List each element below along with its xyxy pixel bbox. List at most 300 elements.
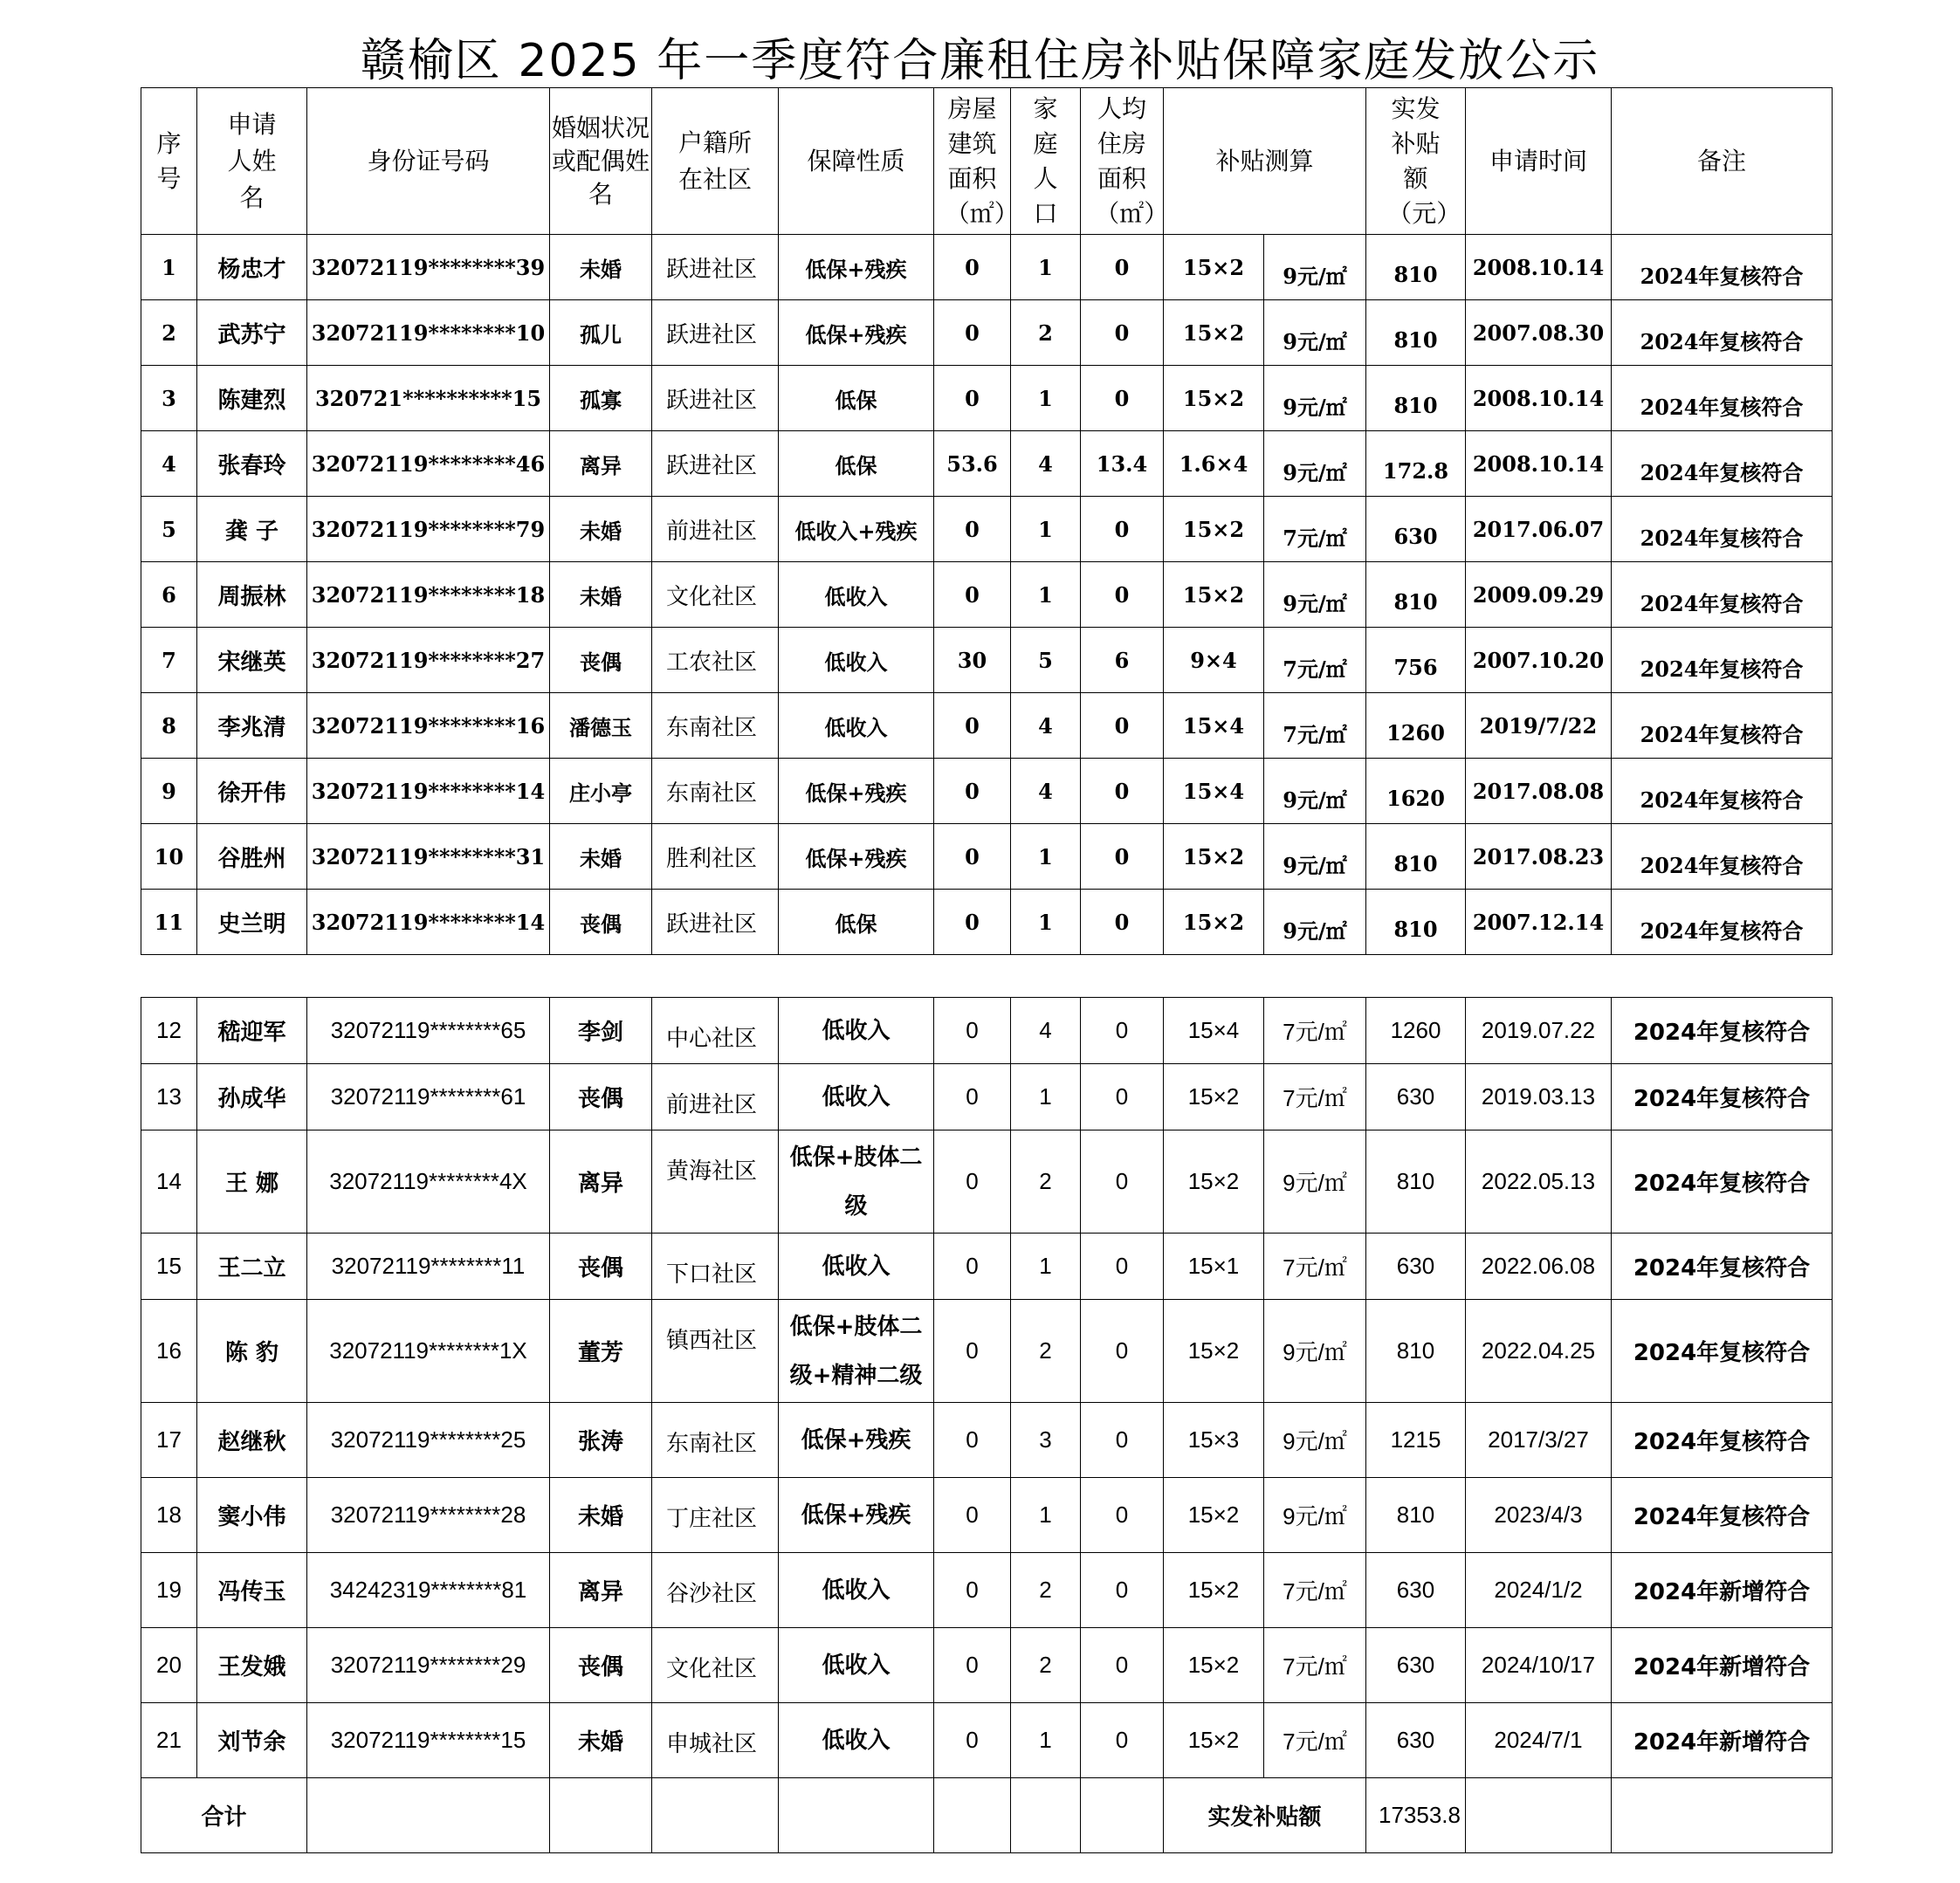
total-amount: 17353.8 [1366,1778,1466,1853]
cell-community: 东南社区 [652,693,779,759]
cell-amount-text: 172.8 [1382,457,1449,484]
cell-calc: 15×2 [1164,300,1264,366]
cell-id: 32072119********29 [307,1628,550,1703]
cell-per-area: 0 [1081,824,1164,890]
cell-note: 2024年复核符合 [1612,998,1833,1064]
cell-note-text: 2024年复核符合 [1640,394,1804,420]
cell-nature: 低保 [779,431,934,497]
cell-people: 1 [1011,1478,1081,1553]
cell-marital: 董芳 [550,1300,652,1403]
cell-seq: 5 [141,497,197,562]
empty-cell [1081,1778,1164,1853]
cell-id: 32072119********10 [307,300,550,366]
cell-calc: 15×2 [1164,1553,1264,1628]
cell-note: 2024年复核符合 [1612,1064,1833,1130]
cell-rate-text: 9元/㎡ [1283,852,1347,878]
cell-nature: 低保+残疾 [779,1403,934,1478]
cell-name: 张春玲 [197,431,307,497]
cell-marital: 丧偶 [550,1064,652,1130]
cell-amount-text: 810 [1393,392,1438,418]
cell-id: 32072119********18 [307,562,550,628]
cell-seq: 6 [141,562,197,628]
cell-marital: 丧偶 [550,1628,652,1703]
cell-note: 2024年复核符合 [1612,1130,1833,1234]
cell-marital: 丧偶 [550,890,652,955]
cell-marital: 未婚 [550,1478,652,1553]
cell-people: 2 [1011,1628,1081,1703]
cell-amount-text: 810 [1393,850,1438,876]
cell-community: 文化社区 [652,562,779,628]
cell-note: 2024年新增符合 [1612,1628,1833,1703]
cell-name: 陈建烈 [197,366,307,431]
cell-community: 跃进社区 [652,366,779,431]
cell-area: 53.6 [934,431,1011,497]
total-amount-label: 实发补贴额 [1164,1778,1366,1853]
cell-calc: 15×2 [1164,1300,1264,1403]
total-label: 合计 [141,1778,307,1853]
cell-amount: 630 [1366,1234,1466,1300]
cell-per-area: 0 [1081,1234,1164,1300]
cell-amount [1366,366,1466,431]
cell-amount-text: 630 [1393,523,1438,549]
cell-area: 30 [934,628,1011,693]
cell-per-area: 0 [1081,497,1164,562]
cell-area: 0 [934,1130,1011,1234]
cell-id: 32072119********28 [307,1478,550,1553]
cell-date: 2017.08.08 [1466,759,1612,824]
cell-people: 4 [1011,693,1081,759]
cell-amount [1366,824,1466,890]
cell-community: 下口社区 [652,1234,779,1300]
cell-amount-text: 810 [1393,326,1438,353]
cell-amount: 630 [1366,1064,1466,1130]
cell-calc: 15×2 [1164,824,1264,890]
cell-marital: 潘德玉 [550,693,652,759]
cell-name: 刘节余 [197,1703,307,1778]
cell-name: 周振林 [197,562,307,628]
cell-area: 0 [934,562,1011,628]
cell-id: 32072119********61 [307,1064,550,1130]
header-nature: 保障性质 [779,88,934,235]
cell-name: 王发娥 [197,1628,307,1703]
cell-people: 2 [1011,1553,1081,1628]
cell-rate [1264,824,1366,890]
cell-people: 5 [1011,628,1081,693]
cell-area: 0 [934,1478,1011,1553]
cell-seq: 20 [141,1628,197,1703]
cell-name: 冯传玉 [197,1553,307,1628]
cell-note-text: 2024年复核符合 [1640,787,1804,813]
cell-marital: 离异 [550,1553,652,1628]
subsidy-table-part1 [141,87,1833,955]
cell-date: 2007.12.14 [1466,890,1612,955]
cell-marital: 未婚 [550,235,652,300]
cell-amount [1366,628,1466,693]
cell-amount [1366,562,1466,628]
table-row [141,1064,1833,1130]
cell-people: 1 [1011,366,1081,431]
cell-per-area: 0 [1081,1064,1164,1130]
cell-date: 2017.08.23 [1466,824,1612,890]
cell-rate-text: 7元/㎡ [1283,656,1347,682]
cell-calc: 15×2 [1164,366,1264,431]
cell-nature: 低收入 [779,628,934,693]
cell-calc: 15×2 [1164,1130,1264,1234]
cell-amount: 810 [1366,1478,1466,1553]
cell-note [1612,235,1833,300]
cell-seq: 17 [141,1403,197,1478]
cell-people: 3 [1011,1403,1081,1478]
cell-seq: 9 [141,759,197,824]
cell-name: 宋继英 [197,628,307,693]
cell-community: 跃进社区 [652,300,779,366]
cell-date: 2017/3/27 [1466,1403,1612,1478]
cell-per-area: 0 [1081,890,1164,955]
cell-rate: 9元/㎡ [1264,1300,1366,1403]
cell-note-text: 2024年复核符合 [1640,525,1804,551]
table-row [141,1553,1833,1628]
cell-amount: 1215 [1366,1403,1466,1478]
cell-marital: 未婚 [550,497,652,562]
cell-rate [1264,235,1366,300]
cell-note [1612,628,1833,693]
cell-amount: 810 [1366,1300,1466,1403]
cell-note [1612,693,1833,759]
header-id: 身份证号码 [307,88,550,235]
cell-name: 陈 豹 [197,1300,307,1403]
cell-people: 4 [1011,431,1081,497]
cell-note [1612,431,1833,497]
cell-seq: 4 [141,431,197,497]
cell-area: 0 [934,1403,1011,1478]
cell-community: 中心社区 [652,998,779,1064]
cell-seq: 2 [141,300,197,366]
table-row [141,824,1833,890]
cell-nature: 低保+残疾 [779,300,934,366]
cell-community: 谷沙社区 [652,1553,779,1628]
cell-marital: 张涛 [550,1403,652,1478]
cell-id: 32072119********31 [307,824,550,890]
cell-amount-text: 810 [1393,916,1438,942]
cell-amount-text: 1620 [1386,785,1445,811]
cell-seq: 7 [141,628,197,693]
cell-id: 32072119********14 [307,759,550,824]
cell-amount [1366,890,1466,955]
cell-id: 32072119********14 [307,890,550,955]
cell-rate [1264,366,1366,431]
cell-date: 2019/7/22 [1466,693,1612,759]
cell-note-text: 2024年复核符合 [1640,590,1804,616]
cell-marital: 未婚 [550,824,652,890]
cell-nature: 低保+残疾 [779,759,934,824]
cell-id: 32072119********15 [307,1703,550,1778]
cell-community: 跃进社区 [652,235,779,300]
cell-calc: 15×4 [1164,693,1264,759]
cell-area: 0 [934,998,1011,1064]
cell-note: 2024年新增符合 [1612,1703,1833,1778]
cell-note-text: 2024年复核符合 [1640,328,1804,354]
cell-rate [1264,890,1366,955]
cell-amount: 630 [1366,1703,1466,1778]
cell-seq: 18 [141,1478,197,1553]
cell-seq: 11 [141,890,197,955]
cell-seq: 12 [141,998,197,1064]
cell-rate-text: 7元/㎡ [1283,525,1347,551]
cell-calc: 15×2 [1164,562,1264,628]
cell-calc: 15×3 [1164,1403,1264,1478]
table-row [141,562,1833,628]
cell-amount: 810 [1366,1130,1466,1234]
cell-calc: 15×2 [1164,1064,1264,1130]
table-row [141,1130,1833,1234]
cell-area: 0 [934,1628,1011,1703]
cell-nature: 低保+肢体二级+精神二级 [779,1300,934,1403]
cell-per-area: 0 [1081,998,1164,1064]
cell-per-area: 0 [1081,1628,1164,1703]
cell-rate-text: 9元/㎡ [1283,459,1347,485]
cell-rate-text: 9元/㎡ [1283,917,1347,944]
empty-cell [1011,1778,1081,1853]
cell-calc: 9×4 [1164,628,1264,693]
cell-calc: 15×4 [1164,759,1264,824]
cell-calc: 15×2 [1164,1478,1264,1553]
cell-amount-text: 810 [1393,588,1438,615]
cell-per-area: 0 [1081,1478,1164,1553]
cell-area: 0 [934,759,1011,824]
cell-per-area: 0 [1081,366,1164,431]
cell-amount [1366,759,1466,824]
cell-note-text: 2024年复核符合 [1640,852,1804,878]
table-row [141,693,1833,759]
cell-seq: 14 [141,1130,197,1234]
cell-people: 1 [1011,497,1081,562]
cell-date: 2019.07.22 [1466,998,1612,1064]
cell-calc: 1.6×4 [1164,431,1264,497]
cell-id: 32072119********39 [307,235,550,300]
cell-area: 0 [934,1234,1011,1300]
cell-per-area: 0 [1081,1300,1164,1403]
cell-community: 前进社区 [652,497,779,562]
cell-marital: 离异 [550,431,652,497]
cell-marital: 李剑 [550,998,652,1064]
cell-rate: 7元/㎡ [1264,1628,1366,1703]
cell-per-area: 0 [1081,1703,1164,1778]
cell-note: 2024年复核符合 [1612,1300,1833,1403]
header-area: 房屋建筑面积（㎡） [934,88,1011,235]
cell-area: 0 [934,235,1011,300]
table-row [141,759,1833,824]
subsidy-table-part2 [141,997,1833,1853]
cell-area: 0 [934,1703,1011,1778]
cell-note [1612,366,1833,431]
cell-calc: 15×2 [1164,235,1264,300]
cell-rate [1264,628,1366,693]
cell-people: 1 [1011,562,1081,628]
cell-nature: 低收入 [779,693,934,759]
cell-name: 赵继秋 [197,1403,307,1478]
cell-people: 1 [1011,1703,1081,1778]
cell-calc: 15×4 [1164,998,1264,1064]
cell-marital: 未婚 [550,562,652,628]
cell-date: 2017.06.07 [1466,497,1612,562]
cell-amount-text: 810 [1393,261,1438,287]
cell-date: 2022.04.25 [1466,1300,1612,1403]
cell-seq: 1 [141,235,197,300]
cell-nature: 低保+肢体二级 [779,1130,934,1234]
cell-rate-text: 9元/㎡ [1283,394,1347,420]
cell-amount [1366,235,1466,300]
cell-nature: 低收入 [779,1703,934,1778]
cell-area: 0 [934,300,1011,366]
cell-id: 32072119********4X [307,1130,550,1234]
cell-note [1612,759,1833,824]
cell-note [1612,497,1833,562]
cell-rate: 7元/㎡ [1264,1234,1366,1300]
cell-rate [1264,562,1366,628]
table-row [141,235,1833,300]
cell-note-text: 2024年复核符合 [1640,263,1804,289]
cell-nature: 低收入 [779,1628,934,1703]
cell-people: 1 [1011,824,1081,890]
cell-community: 文化社区 [652,1628,779,1703]
cell-rate: 7元/㎡ [1264,1064,1366,1130]
cell-people: 2 [1011,1300,1081,1403]
empty-cell [779,1778,934,1853]
cell-people: 1 [1011,1234,1081,1300]
cell-amount-text: 1260 [1386,719,1445,746]
cell-area: 0 [934,824,1011,890]
cell-per-area: 0 [1081,693,1164,759]
table-row [141,628,1833,693]
total-row [141,1778,1833,1853]
cell-rate: 7元/㎡ [1264,1703,1366,1778]
table-row [141,1300,1833,1403]
cell-amount-text: 756 [1393,654,1438,680]
cell-calc: 15×2 [1164,890,1264,955]
cell-community: 申城社区 [652,1703,779,1778]
cell-seq: 13 [141,1064,197,1130]
cell-rate-text: 9元/㎡ [1283,328,1347,354]
cell-note: 2024年复核符合 [1612,1234,1833,1300]
cell-rate [1264,759,1366,824]
cell-community: 胜利社区 [652,824,779,890]
cell-name: 李兆清 [197,693,307,759]
table-row [141,497,1833,562]
cell-id: 32072119********11 [307,1234,550,1300]
cell-area: 0 [934,1064,1011,1130]
cell-amount [1366,300,1466,366]
cell-note-text: 2024年复核符合 [1640,917,1804,944]
cell-id: 32072119********16 [307,693,550,759]
cell-calc: 15×2 [1164,1628,1264,1703]
cell-area: 0 [934,497,1011,562]
cell-nature: 低保+残疾 [779,824,934,890]
cell-note-text: 2024年复核符合 [1640,721,1804,747]
table-row [141,998,1833,1064]
cell-rate: 9元/㎡ [1264,1403,1366,1478]
cell-note: 2024年新增符合 [1612,1553,1833,1628]
cell-rate: 9元/㎡ [1264,1478,1366,1553]
table-row [141,366,1833,431]
cell-marital: 丧偶 [550,628,652,693]
cell-date: 2008.10.14 [1466,431,1612,497]
empty-cell [307,1778,550,1853]
cell-rate-text: 9元/㎡ [1283,590,1347,616]
cell-amount: 630 [1366,1553,1466,1628]
cell-people: 1 [1011,235,1081,300]
header-seq: 序号 [141,88,197,235]
cell-date: 2008.10.14 [1466,366,1612,431]
cell-area: 0 [934,1300,1011,1403]
cell-note [1612,562,1833,628]
cell-amount [1366,497,1466,562]
table-row [141,1234,1833,1300]
cell-id: 34242319********81 [307,1553,550,1628]
empty-cell [652,1778,779,1853]
cell-name: 孙成华 [197,1064,307,1130]
cell-nature: 低收入+残疾 [779,497,934,562]
header-community: 户籍所在社区 [652,88,779,235]
cell-community: 镇西社区 [652,1300,779,1403]
cell-seq: 3 [141,366,197,431]
cell-community: 前进社区 [652,1064,779,1130]
cell-community: 工农社区 [652,628,779,693]
cell-amount [1366,693,1466,759]
cell-calc: 15×2 [1164,497,1264,562]
cell-community: 黄海社区 [652,1130,779,1234]
cell-note: 2024年复核符合 [1612,1403,1833,1478]
header-date: 申请时间 [1466,88,1612,235]
cell-amount: 630 [1366,1628,1466,1703]
cell-date: 2022.06.08 [1466,1234,1612,1300]
cell-per-area: 0 [1081,759,1164,824]
cell-rate [1264,497,1366,562]
cell-nature: 低保 [779,366,934,431]
cell-people: 4 [1011,998,1081,1064]
table-row [141,1703,1833,1778]
cell-community: 丁庄社区 [652,1478,779,1553]
table-row [141,431,1833,497]
cell-name: 龚 子 [197,497,307,562]
cell-id: 32072119********65 [307,998,550,1064]
cell-nature: 低收入 [779,1064,934,1130]
empty-cell [934,1778,1011,1853]
cell-people: 2 [1011,300,1081,366]
cell-people: 4 [1011,759,1081,824]
header-name: 申请人姓名 [197,88,307,235]
cell-name: 王二立 [197,1234,307,1300]
cell-note-text: 2024年复核符合 [1640,656,1804,682]
cell-nature: 低保 [779,890,934,955]
page-title: 赣榆区 2025 年一季度符合廉租住房补贴保障家庭发放公示 [360,35,1600,87]
table-row [141,300,1833,366]
cell-per-area: 6 [1081,628,1164,693]
cell-marital: 丧偶 [550,1234,652,1300]
cell-rate: 9元/㎡ [1264,1130,1366,1234]
cell-calc: 15×2 [1164,1703,1264,1778]
header-per-area: 人均住房面积（㎡） [1081,88,1164,235]
cell-date: 2024/1/2 [1466,1553,1612,1628]
cell-per-area: 0 [1081,1553,1164,1628]
cell-seq: 10 [141,824,197,890]
cell-date: 2009.09.29 [1466,562,1612,628]
cell-note: 2024年复核符合 [1612,1478,1833,1553]
cell-area: 0 [934,890,1011,955]
cell-marital: 孤寡 [550,366,652,431]
cell-per-area: 0 [1081,1403,1164,1478]
cell-nature: 低保+残疾 [779,1478,934,1553]
cell-id: 32072119********25 [307,1403,550,1478]
